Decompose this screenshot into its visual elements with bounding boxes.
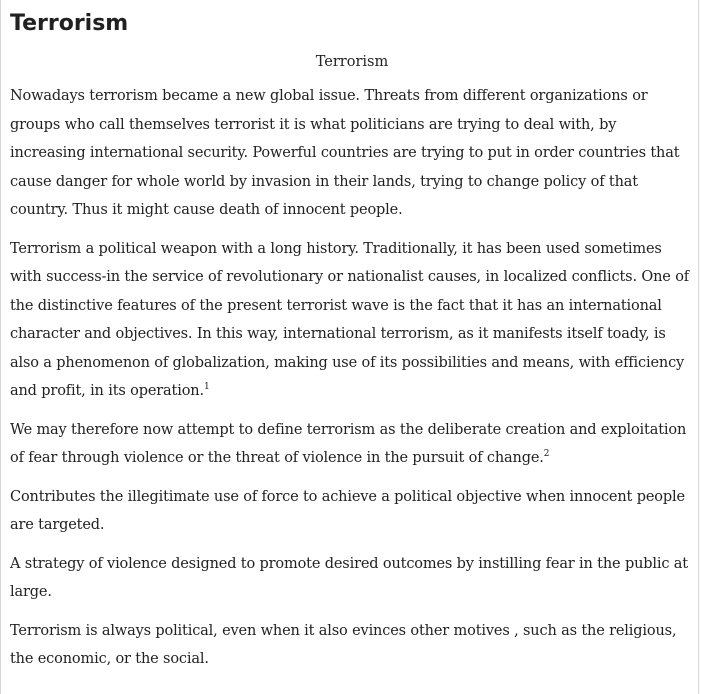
paragraph-text: Nowadays terrorism became a new global issue. Threats from different organizations or groups who call themselves terrorist it is what politicians are trying to deal with, by increasing international security. Powerful countries are trying to put in order countries that cause danger for whole world by invasion in their lands, trying to change policy of that country. Thus it might cause death of innocent people.: [10, 88, 680, 218]
paragraph-illegitimate-force: [10, 483, 694, 540]
footnote-marker[interactable]: 1: [203, 382, 210, 393]
paragraph-text: Contributes the illegitimate use of force to achieve a political objective when innocent people are targeted.: [10, 488, 685, 533]
paragraph-intro: [10, 82, 694, 225]
paragraph-political: [10, 617, 694, 674]
paragraph-text: We may therefore now attempt to define terrorism as the deliberate creation and exploitation of fear through violence or the threat of violence in the pursuit of change.: [10, 421, 687, 466]
paragraph-definition: [10, 416, 694, 473]
paragraph-history: [10, 235, 694, 406]
document-title: Terrorism: [10, 11, 129, 36]
paragraph-strategy: [10, 550, 694, 607]
paragraph-text: Terrorism is always political, even when it also evinces other motives , such as the religious, the economic, or the social.: [10, 622, 677, 667]
document-heading: Terrorism: [315, 54, 389, 70]
footnote-marker[interactable]: 2: [543, 449, 550, 460]
paragraph-text: Terrorism a political weapon with a long history. Traditionally, it has been used sometimes with success-in the service of revolutionary or nationalist causes, in localized conflicts. One of the distinctive features of the present terrorist wave is the fact that it has an international character and objectives. In this way, international terrorism, as it manifests itself toady, is also a phenomenon of globalization, making use of its possibilities and means, with efficiency and profit, in its operation.: [10, 240, 689, 399]
paragraph-text: A strategy of violence designed to promote desired outcomes by instilling fear in the public at large.: [10, 555, 688, 600]
document-body: [10, 48, 694, 684]
